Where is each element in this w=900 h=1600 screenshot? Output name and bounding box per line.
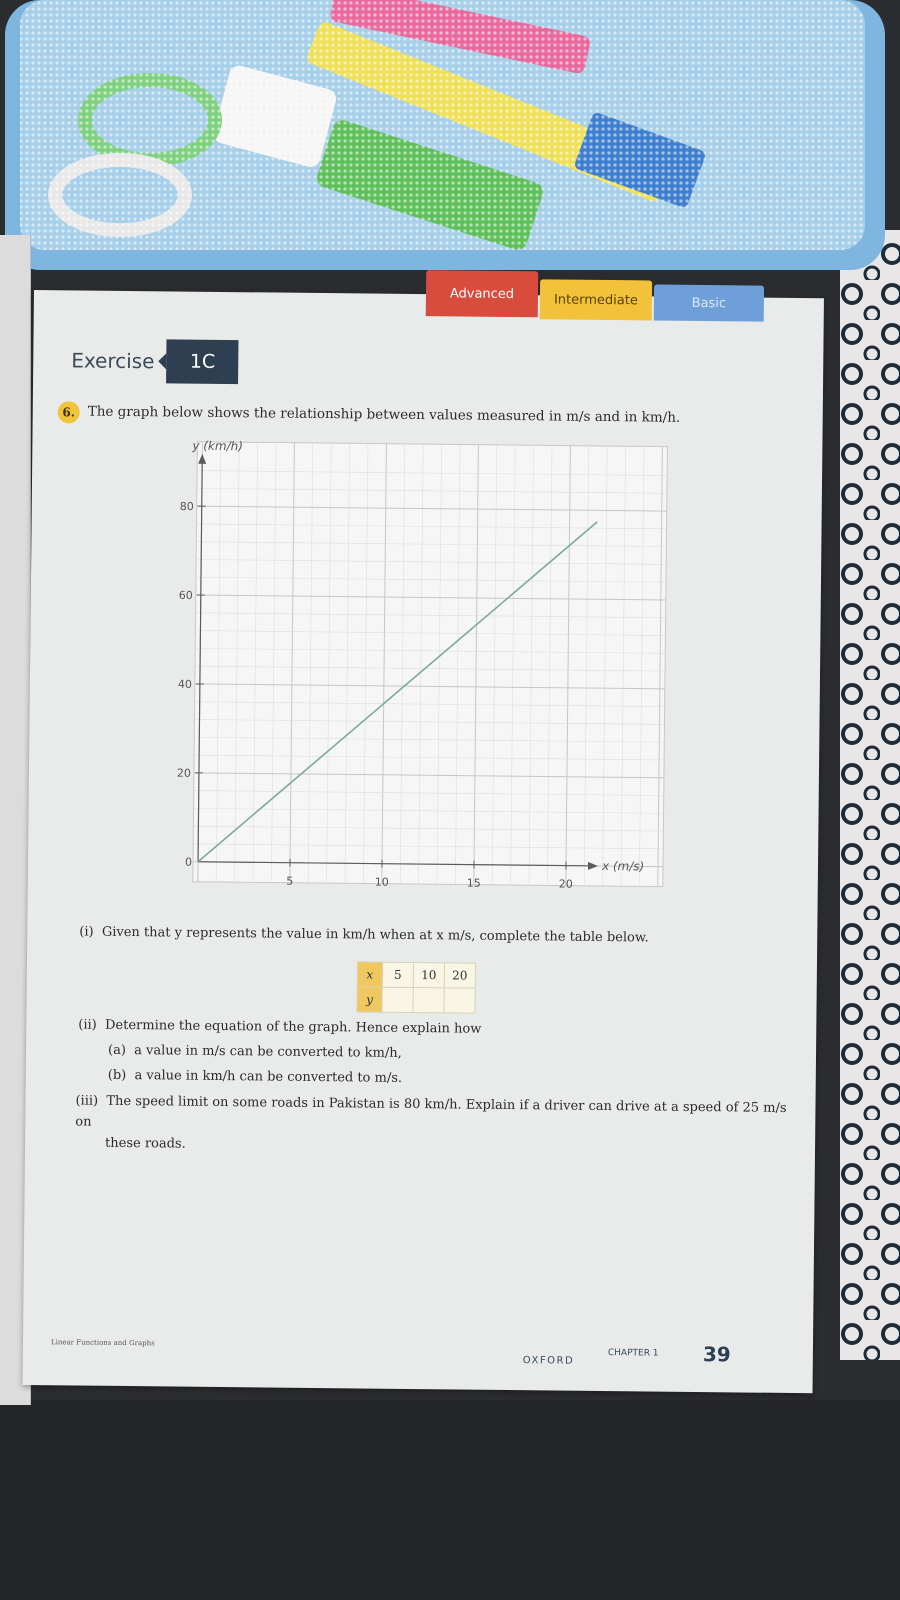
table-x-cell: 20 — [444, 963, 475, 988]
x-tick-label: 10 — [374, 875, 389, 889]
part-i-text: Given that y represents the value in km/h when at x m/s, complete the table below. — [101, 924, 649, 946]
table-y-cell[interactable] — [413, 988, 444, 1013]
part-iii-text-cont: these roads. — [104, 1135, 186, 1152]
textbook-page — [23, 285, 824, 1393]
table-x-label: x — [357, 962, 382, 987]
exercise-code: 1C — [166, 339, 238, 384]
x-tick-label: 5 — [286, 874, 294, 888]
part-iii — [75, 1090, 796, 1161]
origin-label: 0 — [184, 855, 193, 869]
publisher-logo: OXFORD — [522, 1355, 575, 1367]
x-tick-label: 15 — [466, 876, 481, 890]
part-ii — [78, 1018, 481, 1037]
question-number: 6. — [58, 401, 80, 423]
part-ii-a — [108, 1043, 402, 1061]
part-b-number: (b) — [107, 1067, 127, 1084]
table-y-label: y — [357, 987, 382, 1012]
part-i — [79, 925, 648, 946]
tab-intermediate[interactable]: Intermediate — [540, 279, 652, 320]
page-number: 39 — [702, 1342, 731, 1367]
part-ii-text: Determine the equation of the graph. Hence explain how — [104, 1017, 482, 1037]
footer-section-title: Linear Functions and Graphs — [50, 1338, 155, 1348]
question-text: The graph below shows the relationship between values measured in m/s and in km/h. — [87, 403, 681, 426]
value-table — [356, 961, 476, 1013]
tab-advanced[interactable]: Advanced — [426, 270, 538, 317]
part-b-text: a value in km/h can be converted to m/s. — [134, 1068, 403, 1086]
x-tick-label: 20 — [558, 877, 573, 891]
tab-basic[interactable]: Basic — [654, 284, 764, 321]
y-axis-label: y (km/h) — [192, 438, 244, 454]
part-iii-text: The speed limit on some roads in Pakistan is 80 km/h. Explain if a driver can drive at a speed of 25 m/s on — [75, 1093, 787, 1130]
exercise-label: Exercise — [71, 348, 155, 374]
table-y-cell[interactable] — [444, 988, 475, 1013]
part-ii-b — [108, 1068, 402, 1086]
table-y-cell[interactable] — [382, 987, 413, 1012]
table-x-cell: 5 — [382, 962, 413, 987]
y-tick-label: 40 — [177, 677, 192, 691]
exercise-heading — [71, 338, 239, 384]
y-tick-label: 20 — [176, 766, 192, 780]
table-x-cell: 10 — [413, 963, 444, 988]
part-iii-number: (iii) — [75, 1093, 99, 1109]
y-tick-label: 60 — [178, 588, 193, 603]
part-i-number: (i) — [79, 924, 94, 940]
footer-chapter: CHAPTER 1 — [607, 1348, 659, 1359]
x-axis-label: x (m/s) — [601, 858, 645, 874]
y-tick-label: 80 — [179, 499, 194, 514]
part-a-text: a value in m/s can be converted to km/h, — [134, 1043, 402, 1061]
part-a-number: (a) — [107, 1042, 127, 1059]
conversion-chart — [157, 431, 672, 920]
part-ii-number: (ii) — [78, 1017, 97, 1033]
